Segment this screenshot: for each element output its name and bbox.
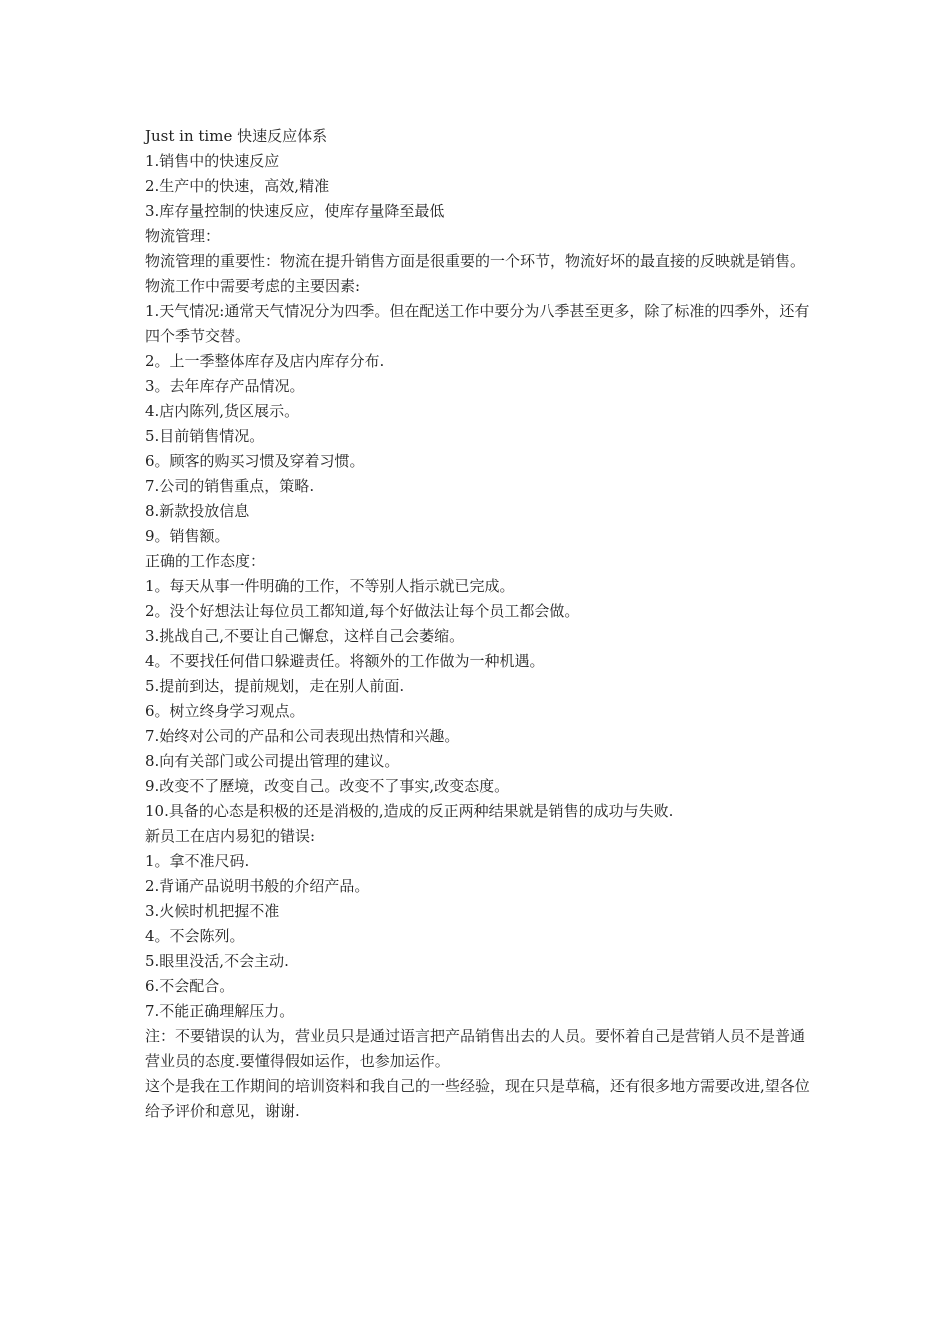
text-line: 4。不会陈列。 — [145, 927, 245, 945]
text-line: 5.提前到达，提前规划，走在别人前面. — [145, 677, 405, 695]
text-line: 6。树立终身学习观点。 — [145, 702, 305, 720]
document-body — [145, 124, 810, 1124]
text-line: 7.公司的销售重点，策略. — [145, 477, 315, 495]
text-line: 新员工在店内易犯的错误: — [145, 827, 316, 845]
text-line: 4.店内陈列,货区展示。 — [145, 402, 300, 420]
text-line: 这个是我在工作期间的培训资料和我自己的一些经验，现在只是草稿，还有很多地方需要改进,望各位给予评价和意见，谢谢. — [145, 1077, 810, 1120]
text-line: 1.销售中的快速反应 — [145, 152, 280, 170]
text-line: 5.眼里没活,不会主动. — [145, 952, 289, 970]
text-line: 3.库存量控制的快速反应，使库存量降至最低 — [145, 202, 445, 220]
text-line: 7.始终对公司的产品和公司表现出热情和兴趣。 — [145, 727, 460, 745]
text-line: 1。每天从事一件明确的工作，不等别人指示就已完成。 — [145, 577, 515, 595]
text-line: 注：不要错误的认为，营业员只是通过语言把产品销售出去的人员。要怀着自己是营销人员不是普通营业员的态度.要懂得假如运作，也参加运作。 — [145, 1027, 806, 1070]
text-line: 3.挑战自己,不要让自己懈怠，这样自己会萎缩。 — [145, 627, 465, 645]
text-line: 3.火候时机把握不准 — [145, 902, 280, 920]
text-line: 2。上一季整体库存及店内库存分布. — [145, 352, 385, 370]
text-line: 正确的工作态度： — [145, 552, 266, 570]
text-line: 3。去年库存产品情况。 — [145, 377, 305, 395]
text-line: 2。没个好想法让每位员工都知道,每个好做法让每个员工都会做。 — [145, 602, 580, 620]
text-line: 6.不会配合。 — [145, 977, 235, 995]
text-line: 4。不要找任何借口躲避责任。将额外的工作做为一种机遇。 — [145, 652, 545, 670]
text-line: 2.背诵产品说明书般的介绍产品。 — [145, 877, 370, 895]
text-line: 10.具备的心态是积极的还是消极的,造成的反正两种结果就是销售的成功与失败. — [145, 802, 674, 820]
text-line: 9.改变不了歷境，改变自己。改变不了事实,改变态度。 — [145, 777, 510, 795]
text-line: 1.天气情况:通常天气情况分为四季。但在配送工作中要分为八季甚至更多，除了标准的四季外，还有四个季节交替。 — [145, 302, 810, 345]
text-line: 5.目前销售情况。 — [145, 427, 265, 445]
text-line: 物流管理： — [145, 227, 221, 245]
text-line: 9。销售额。 — [145, 527, 230, 545]
text-line: 物流工作中需要考虑的主要因素: — [145, 277, 361, 295]
text-line: 8.向有关部门或公司提出管理的建议。 — [145, 752, 400, 770]
text-line: 8.新款投放信息 — [145, 502, 250, 520]
text-line: 物流管理的重要性：物流在提升销售方面是很重要的一个环节，物流好坏的最直接的反映就是销售。 — [145, 252, 806, 270]
text-line: 7.不能正确理解压力。 — [145, 1002, 295, 1020]
document-title: Just in time 快速反应体系 — [145, 127, 328, 145]
text-line: 1。拿不准尺码. — [145, 852, 250, 870]
text-line: 6。顾客的购买习惯及穿着习惯。 — [145, 452, 365, 470]
text-line: 2.生产中的快速，高效,精准 — [145, 177, 330, 195]
